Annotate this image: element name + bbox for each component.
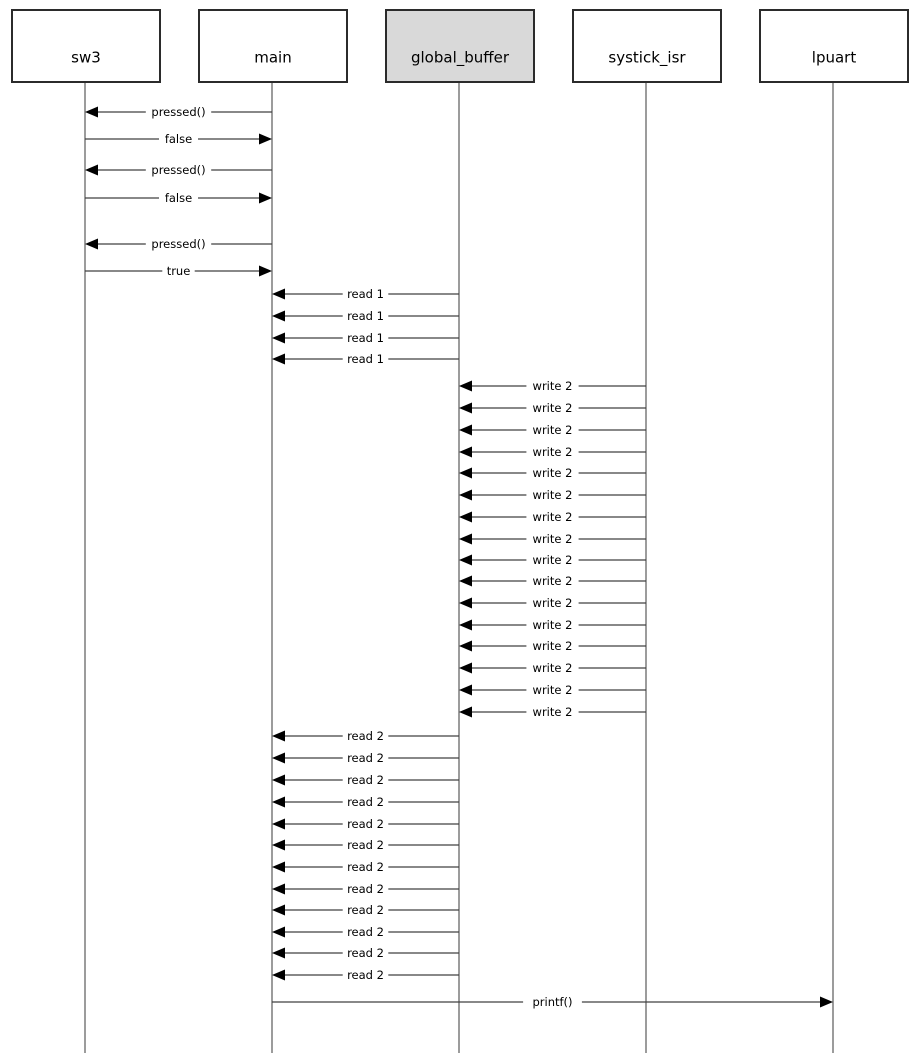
message-34-read-2[interactable]: [272, 902, 459, 918]
message-label: write 2: [532, 683, 573, 697]
message-label: read 2: [347, 729, 384, 743]
message-9-read-1[interactable]: [272, 351, 459, 367]
arrow-head-icon: [459, 641, 472, 652]
participant-box-lpuart: [760, 10, 908, 82]
message-20-write-2[interactable]: [459, 595, 646, 611]
message-label: write 2: [532, 510, 573, 524]
arrow-head-icon: [272, 289, 285, 300]
message-13-write-2[interactable]: [459, 444, 646, 460]
message-29-read-2[interactable]: [272, 794, 459, 810]
arrow-head-icon: [459, 381, 472, 392]
message-label: write 2: [532, 618, 573, 632]
arrow-head-icon: [272, 775, 285, 786]
arrow-head-icon: [272, 311, 285, 322]
arrow-head-icon: [272, 753, 285, 764]
participant-global_buffer[interactable]: [386, 10, 534, 82]
message-label: write 2: [532, 423, 573, 437]
message-35-read-2[interactable]: [272, 924, 459, 940]
message-4-pressed[interactable]: [85, 236, 272, 252]
arrow-head-icon: [459, 403, 472, 414]
message-23-write-2[interactable]: [459, 660, 646, 676]
message-14-write-2[interactable]: [459, 465, 646, 481]
message-label: write 2: [532, 574, 573, 588]
arrow-head-icon: [459, 576, 472, 587]
message-32-read-2[interactable]: [272, 859, 459, 875]
message-0-pressed[interactable]: [85, 104, 272, 120]
message-25-write-2[interactable]: [459, 704, 646, 720]
arrow-head-icon: [459, 490, 472, 501]
message-7-read-1[interactable]: [272, 308, 459, 324]
message-label: write 2: [532, 553, 573, 567]
message-16-write-2[interactable]: [459, 509, 646, 525]
message-label: read 1: [347, 352, 384, 366]
message-label: write 2: [532, 596, 573, 610]
message-28-read-2[interactable]: [272, 772, 459, 788]
message-label: write 2: [532, 488, 573, 502]
arrow-head-icon: [272, 797, 285, 808]
message-19-write-2[interactable]: [459, 573, 646, 589]
arrow-head-icon: [459, 555, 472, 566]
arrow-head-icon: [272, 354, 285, 365]
message-label: read 1: [347, 309, 384, 323]
message-label: printf(): [532, 995, 573, 1009]
message-36-read-2[interactable]: [272, 945, 459, 961]
message-30-read-2[interactable]: [272, 816, 459, 832]
arrow-head-icon: [85, 107, 98, 118]
message-label: write 2: [532, 705, 573, 719]
message-label: true: [166, 264, 191, 278]
message-label: read 1: [347, 287, 384, 301]
participant-box-main: [199, 10, 347, 82]
message-label: read 2: [347, 946, 384, 960]
message-label: pressed(): [151, 105, 206, 119]
message-label: false: [164, 132, 193, 146]
message-label: false: [164, 191, 193, 205]
arrow-head-icon: [272, 970, 285, 981]
message-label: write 2: [532, 466, 573, 480]
participant-sw3[interactable]: [12, 10, 160, 82]
arrow-head-icon: [272, 862, 285, 873]
participant-boxes-layer: [12, 10, 908, 82]
message-22-write-2[interactable]: [459, 638, 646, 654]
message-label: pressed(): [151, 237, 206, 251]
arrow-head-icon: [459, 512, 472, 523]
arrow-head-icon: [85, 239, 98, 250]
arrow-head-icon: [272, 927, 285, 938]
message-15-write-2[interactable]: [459, 487, 646, 503]
message-label: read 2: [347, 817, 384, 831]
arrow-head-icon: [459, 620, 472, 631]
message-label: read 2: [347, 751, 384, 765]
arrow-head-icon: [272, 840, 285, 851]
message-18-write-2[interactable]: [459, 552, 646, 568]
message-26-read-2[interactable]: [272, 728, 459, 744]
message-6-read-1[interactable]: [272, 286, 459, 302]
message-12-write-2[interactable]: [459, 422, 646, 438]
message-11-write-2[interactable]: [459, 400, 646, 416]
participant-label-global_buffer: global_buffer: [410, 48, 510, 67]
message-8-read-1[interactable]: [272, 330, 459, 346]
arrow-head-icon: [85, 165, 98, 176]
message-27-read-2[interactable]: [272, 750, 459, 766]
participant-box-global_buffer: [386, 10, 534, 82]
message-label: read 2: [347, 773, 384, 787]
arrow-head-icon: [272, 905, 285, 916]
arrow-head-icon: [272, 333, 285, 344]
participant-label-main: main: [254, 48, 292, 67]
message-label: write 2: [532, 445, 573, 459]
message-label: read 2: [347, 925, 384, 939]
message-label: pressed(): [151, 163, 206, 177]
arrow-head-icon: [272, 948, 285, 959]
arrow-head-icon: [259, 193, 272, 204]
arrow-head-icon: [459, 685, 472, 696]
message-21-write-2[interactable]: [459, 617, 646, 633]
message-label: write 2: [532, 379, 573, 393]
participant-box-sw3: [12, 10, 160, 82]
participant-systick_isr[interactable]: [573, 10, 721, 82]
message-label: read 2: [347, 882, 384, 896]
message-5-true[interactable]: [85, 263, 272, 279]
message-label: write 2: [532, 532, 573, 546]
message-2-pressed[interactable]: [85, 162, 272, 178]
message-38-printf[interactable]: [272, 994, 833, 1010]
message-17-write-2[interactable]: [459, 531, 646, 547]
arrow-head-icon: [259, 266, 272, 277]
message-label: read 2: [347, 795, 384, 809]
message-33-read-2[interactable]: [272, 881, 459, 897]
message-label: read 2: [347, 860, 384, 874]
arrow-head-icon: [272, 731, 285, 742]
message-label: write 2: [532, 639, 573, 653]
participant-label-lpuart: lpuart: [811, 48, 857, 67]
participant-lpuart[interactable]: [760, 10, 908, 82]
arrow-head-icon: [459, 468, 472, 479]
message-label: read 1: [347, 331, 384, 345]
participant-main[interactable]: [199, 10, 347, 82]
arrow-head-icon: [272, 884, 285, 895]
message-label: write 2: [532, 661, 573, 675]
arrow-head-icon: [820, 997, 833, 1008]
arrow-head-icon: [459, 447, 472, 458]
participant-label-systick_isr: systick_isr: [608, 48, 686, 67]
message-label: read 2: [347, 968, 384, 982]
lifelines-layer: [85, 81, 833, 1053]
arrow-head-icon: [259, 134, 272, 145]
arrow-head-icon: [272, 819, 285, 830]
participant-label-sw3: sw3: [71, 48, 101, 67]
message-label: read 2: [347, 838, 384, 852]
arrow-head-icon: [459, 598, 472, 609]
message-1-false[interactable]: [85, 131, 272, 147]
message-24-write-2[interactable]: [459, 682, 646, 698]
arrow-head-icon: [459, 534, 472, 545]
arrow-head-icon: [459, 707, 472, 718]
message-label: read 2: [347, 903, 384, 917]
message-37-read-2[interactable]: [272, 967, 459, 983]
message-3-false[interactable]: [85, 190, 272, 206]
participant-box-systick_isr: [573, 10, 721, 82]
arrow-head-icon: [459, 663, 472, 674]
message-31-read-2[interactable]: [272, 837, 459, 853]
message-label: write 2: [532, 401, 573, 415]
message-10-write-2[interactable]: [459, 378, 646, 394]
arrow-head-icon: [459, 425, 472, 436]
